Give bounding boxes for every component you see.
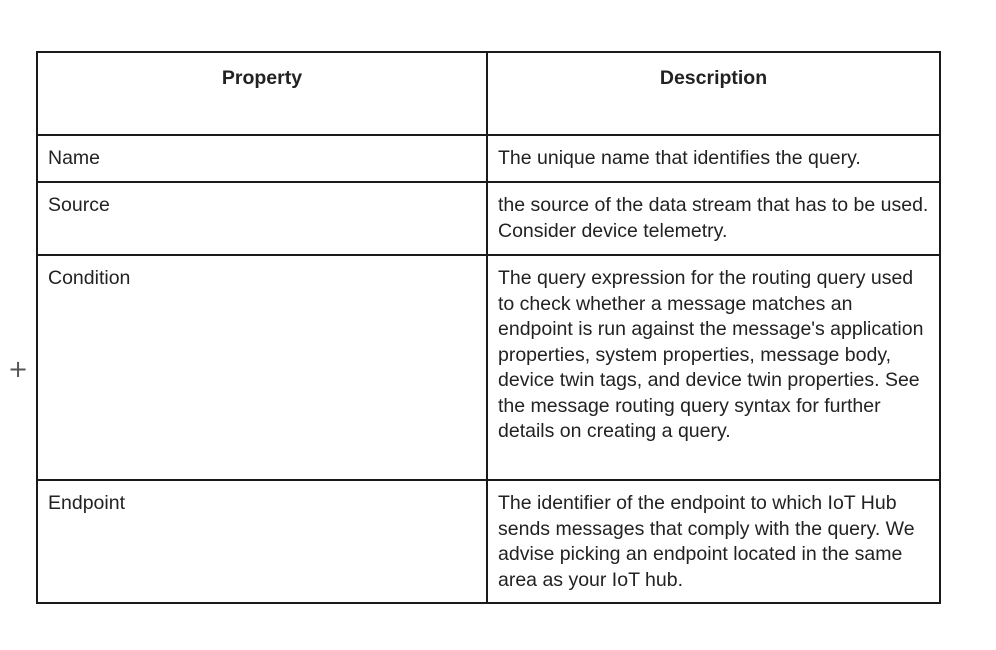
table-row: [37, 135, 940, 182]
cell-description[interactable]: The query expression for the routing query used to check whether a message matches an endpoint is run against the message's application properties, system properties, message body, device twin tags, and device twin properties. See the message routing query syntax for further details on creating a query.: [487, 255, 940, 480]
header-property: Property: [37, 52, 487, 135]
cell-description[interactable]: The unique name that identifies the query.: [487, 135, 940, 182]
table-row: [37, 255, 940, 480]
header-description: Description: [487, 52, 940, 135]
properties-table: [36, 51, 941, 604]
cell-property[interactable]: Source: [37, 182, 487, 255]
table-header-row: [37, 52, 940, 135]
cell-property[interactable]: Condition: [37, 255, 487, 480]
cell-description[interactable]: The identifier of the endpoint to which IoT Hub sends messages that comply with the query. We advise picking an endpoint located in the same area as your IoT hub.: [487, 480, 940, 603]
table-row: [37, 480, 940, 603]
table-row: [37, 182, 940, 255]
cell-description[interactable]: the source of the data stream that has to be used. Consider device telemetry.: [487, 182, 940, 255]
add-row-plus-icon[interactable]: +: [8, 355, 29, 383]
cell-property[interactable]: Endpoint: [37, 480, 487, 603]
cell-property[interactable]: Name: [37, 135, 487, 182]
